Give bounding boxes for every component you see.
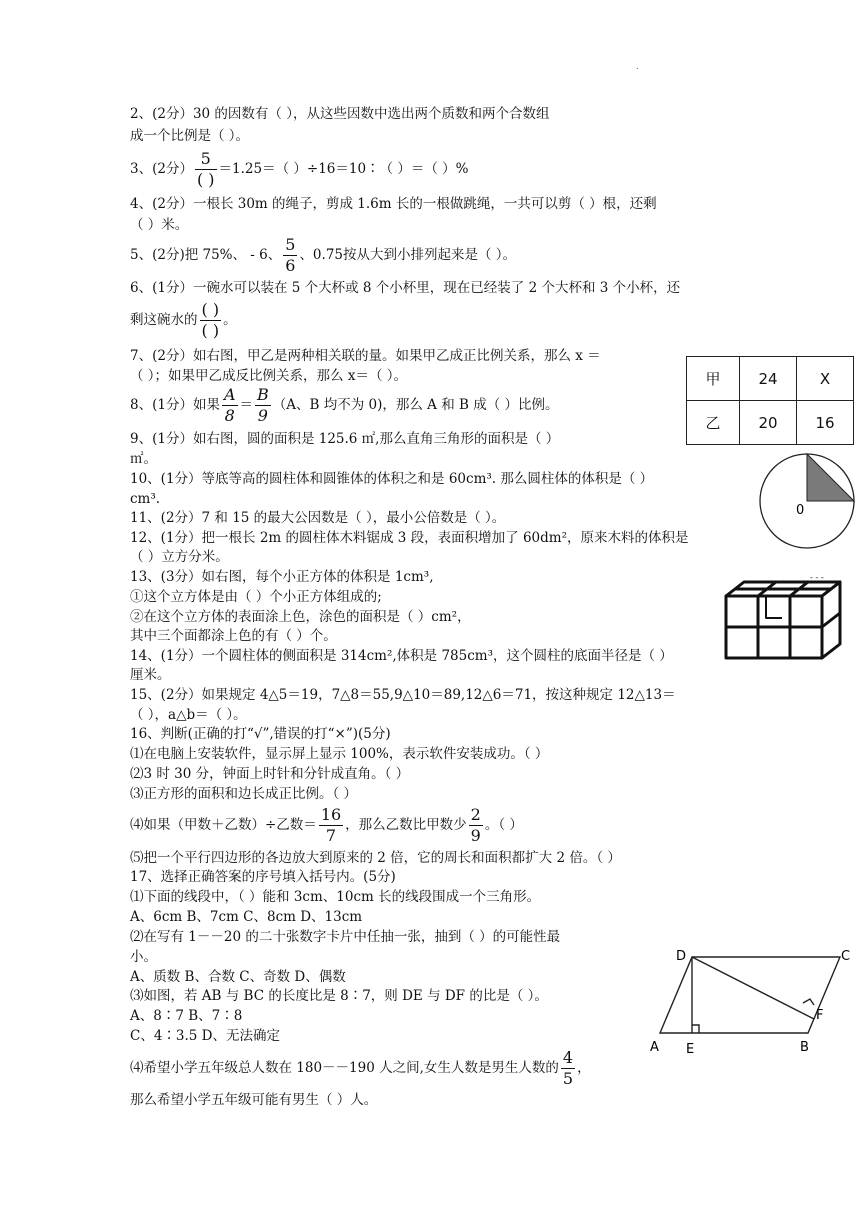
q6-line1: 6、(1分）一碗水可以装在 5 个大杯或 8 个小杯里，现在已经装了 2 个大杯和 3 个小杯，还 (130, 280, 681, 296)
q12-line2: （ ）立方分米。 (130, 549, 229, 565)
q5-numerator: 5 (285, 235, 296, 254)
q16-fraction1 (319, 807, 343, 844)
q17-part4-line2: 那么希望小学五年级可能有男生（ ）人。 (130, 1092, 378, 1108)
q17-part4-den: 5 (562, 1069, 574, 1088)
q13-line4: 其中三个面都涂上色的有（ ）个。 (130, 628, 337, 644)
q16-den1: 7 (325, 826, 337, 845)
q16-item4-suffix: 。（ ） (484, 817, 523, 833)
label-a: A (650, 1040, 659, 1055)
q8-den-a: 8 (224, 406, 235, 425)
right-angle-e (692, 1025, 699, 1033)
q16-item4-prefix: ⑷如果（甲数＋乙数）÷乙数＝ (130, 817, 317, 833)
q8-den-b: 9 (257, 406, 268, 425)
q3-suffix: ＝1.25＝（ ）÷16＝10∶（ ）＝（ ）% (218, 161, 469, 177)
q8-prefix: 8、(1分）如果 (130, 397, 220, 413)
q17-part4-fraction (561, 1050, 575, 1087)
q17-part4-line1 (130, 1044, 591, 1092)
q17-part1: ⑴下面的线段中，（ ）能和 3cm、10cm 长的线段围成一个三角形。 (130, 889, 541, 905)
q8-fraction-b (255, 387, 271, 424)
cube-figure (722, 574, 850, 662)
q17-part2-line2: 小。 (130, 949, 157, 965)
q9-line2: ㎡。 (130, 451, 157, 467)
q17-part3-options1: A、8∶7 B、7∶8 (130, 1008, 243, 1024)
q9-line1: 9、(1分）如右图，圆的面积是 125.6 ㎡,那么直角三角形的面积是（ ） (130, 431, 560, 447)
q3-numerator: 5 (195, 151, 217, 170)
q17-part1-options: A、6cm B、7cm C、8cm D、13cm (130, 909, 363, 925)
q17-heading: 17、选择正确答案的序号填入括号内。(5分) (130, 869, 396, 885)
q17-part3: ⑶如图，若 AB 与 BC 的长度比是 8∶7，则 DE 与 DF 的比是（ ）。 (130, 988, 548, 1004)
q8-line (130, 383, 559, 427)
q2-line1: 2、(2分）30 的因数有（ ），从这些因数中选出两个质数和两个合数组 (130, 106, 550, 122)
parallelogram-figure (648, 945, 860, 1060)
q5-fraction (283, 237, 297, 274)
table-row-jia (687, 357, 854, 401)
q17-part4-prefix: ⑷希望小学五年级总人数在 180－－190 人之间,女生人数是男生人数的 (130, 1060, 559, 1076)
q14-line1: 14、(1分）一个圆柱体的侧面积是 314cm²,体积是 785cm³，这个圆柱的底面半径是（ ） (130, 648, 673, 664)
table-cell: 24 (740, 357, 797, 401)
q2-line2: 成一个比例是（ ）。 (130, 128, 250, 144)
q4-line1: 4、(2分）一根长 30m 的绳子，剪成 1.6m 长的一根做跳绳，一共可以剪（ ）根，还剩 (130, 196, 657, 212)
q3-prefix: 3、(2分） (130, 161, 193, 177)
q17-part4-suffix: ， (577, 1060, 591, 1076)
q16-item4 (130, 802, 523, 848)
q5-denominator: 6 (285, 256, 296, 275)
q12-line1: 12、(1分）把一根长 2m 的圆柱体木料锯成 3 段，表面积增加了 60dm²，原来木料的体积是 (130, 530, 689, 546)
q16-item3: ⑶正方形的面积和边长成正比例。（ ） (130, 786, 358, 802)
q3-denominator: ( ) (196, 170, 215, 189)
q6-numerator: ( ) (201, 300, 220, 319)
table-cell: X (797, 357, 854, 401)
q7-line2: （ ）；如果甲乙成反比例关系，那么 x＝（ ）。 (130, 368, 407, 384)
q17-part2-line1: ⑵在写有 1－－20 的二十张数字卡片中任抽一张，抽到（ ）的可能性最 (130, 929, 561, 945)
right-angle-f (803, 999, 814, 1005)
q4-line2: （ ）米。 (130, 217, 189, 233)
circle-figure (758, 452, 856, 550)
q16-fraction2 (469, 807, 483, 844)
table-row-yi (687, 401, 854, 445)
q8-fraction-a (222, 387, 238, 424)
proportion-table (686, 356, 854, 445)
q7-line1: 7、(2分）如右图，甲乙是两种相关联的量。如果甲乙成正比例关系，那么 x ＝ (130, 348, 601, 364)
q8-suffix: （A、B 均不为 0)，那么 A 和 B 成（ ）比例。 (272, 397, 559, 413)
q6-prefix: 剩这碗水的 (130, 312, 198, 328)
q10-line2: cm³. (130, 491, 161, 507)
q6-fraction (200, 302, 222, 339)
label-f: F (816, 1008, 824, 1023)
q16-item5: ⑸把一个平行四边形的各边放大到原来的 2 倍，它的周长和面积都扩大 2 倍。（ ） (130, 850, 621, 866)
q6-line2 (130, 298, 237, 342)
q13-line2: ①这个立方体是由（ ）个小正方体组成的; (130, 589, 382, 605)
q3-fraction (195, 151, 217, 188)
q17-part3-options2: C、4∶3.5 D、无法确定 (130, 1028, 281, 1044)
q16-item1: ⑴在电脑上安装软件，显示屏上显示 100%，表示软件安装成功。（ ） (130, 746, 549, 762)
right-triangle (807, 454, 854, 501)
table-cell: 乙 (687, 401, 740, 445)
q16-den2: 9 (470, 826, 481, 845)
q13-line1: 13、(3分）如右图，每个小正方体的体积是 1cm³, (130, 569, 434, 585)
q16-num1: 16 (320, 805, 342, 824)
svg-text:- - -: - - - (810, 574, 824, 582)
q6-denominator: ( ) (201, 321, 220, 340)
label-c: C (841, 949, 851, 964)
q8-b: B (257, 385, 269, 404)
q5-line (130, 235, 516, 275)
table-cell: 甲 (687, 357, 740, 401)
label-e: E (686, 1042, 695, 1057)
segment-df (692, 957, 814, 1019)
q8-a: A (223, 385, 236, 404)
table-cell: 20 (740, 401, 797, 445)
q17-part2-options: A、质数 B、合数 C、奇数 D、偶数 (130, 969, 346, 985)
q13-line3: ②在这个立方体的表面涂上色，涂色的面积是（ ）cm²， (130, 609, 471, 625)
q16-item4-mid: ，那么乙数比甲数少 (345, 817, 467, 833)
q16-num2: 2 (470, 805, 481, 824)
speck-mark: . (636, 62, 639, 71)
q5-prefix: 5、(2分)把 75%、 - 6、 (130, 247, 282, 263)
q15-line2: （ ），a△b＝（ ）。 (130, 707, 247, 723)
circle-center-label: 0 (796, 503, 805, 518)
q16-item2: ⑵3 时 30 分，钟面上时针和分针成直角。（ ） (130, 766, 410, 782)
label-d: D (676, 949, 687, 964)
q17-part4-num: 4 (562, 1048, 574, 1067)
q10-line1: 10、(1分）等底等高的圆柱体和圆锥体的体积之和是 60cm³. 那么圆柱体的体积是（ ） (130, 471, 654, 487)
q15-line1: 15、(2分）如果规定 4△5＝19，7△8＝55,9△10＝89,12△6＝71，按这种规定 12△13＝ (130, 687, 676, 703)
parallelogram-abcd (660, 957, 840, 1033)
q8-equals: ＝ (239, 397, 254, 413)
q6-suffix: 。 (223, 312, 237, 328)
q5-suffix: 、0.7̇5按从大到小排列起来是（ ）。 (299, 247, 517, 263)
q16-heading: 16、判断(正确的打“√”,错误的打“×”)(5分) (130, 726, 391, 742)
q11-line1: 11、(2分）7 和 15 的最大公因数是（ ），最小公倍数是（ ）。 (130, 510, 506, 526)
label-b: B (800, 1040, 809, 1055)
q14-line2: 厘米。 (130, 667, 171, 683)
q3-line (130, 147, 468, 191)
table-cell: 16 (797, 401, 854, 445)
